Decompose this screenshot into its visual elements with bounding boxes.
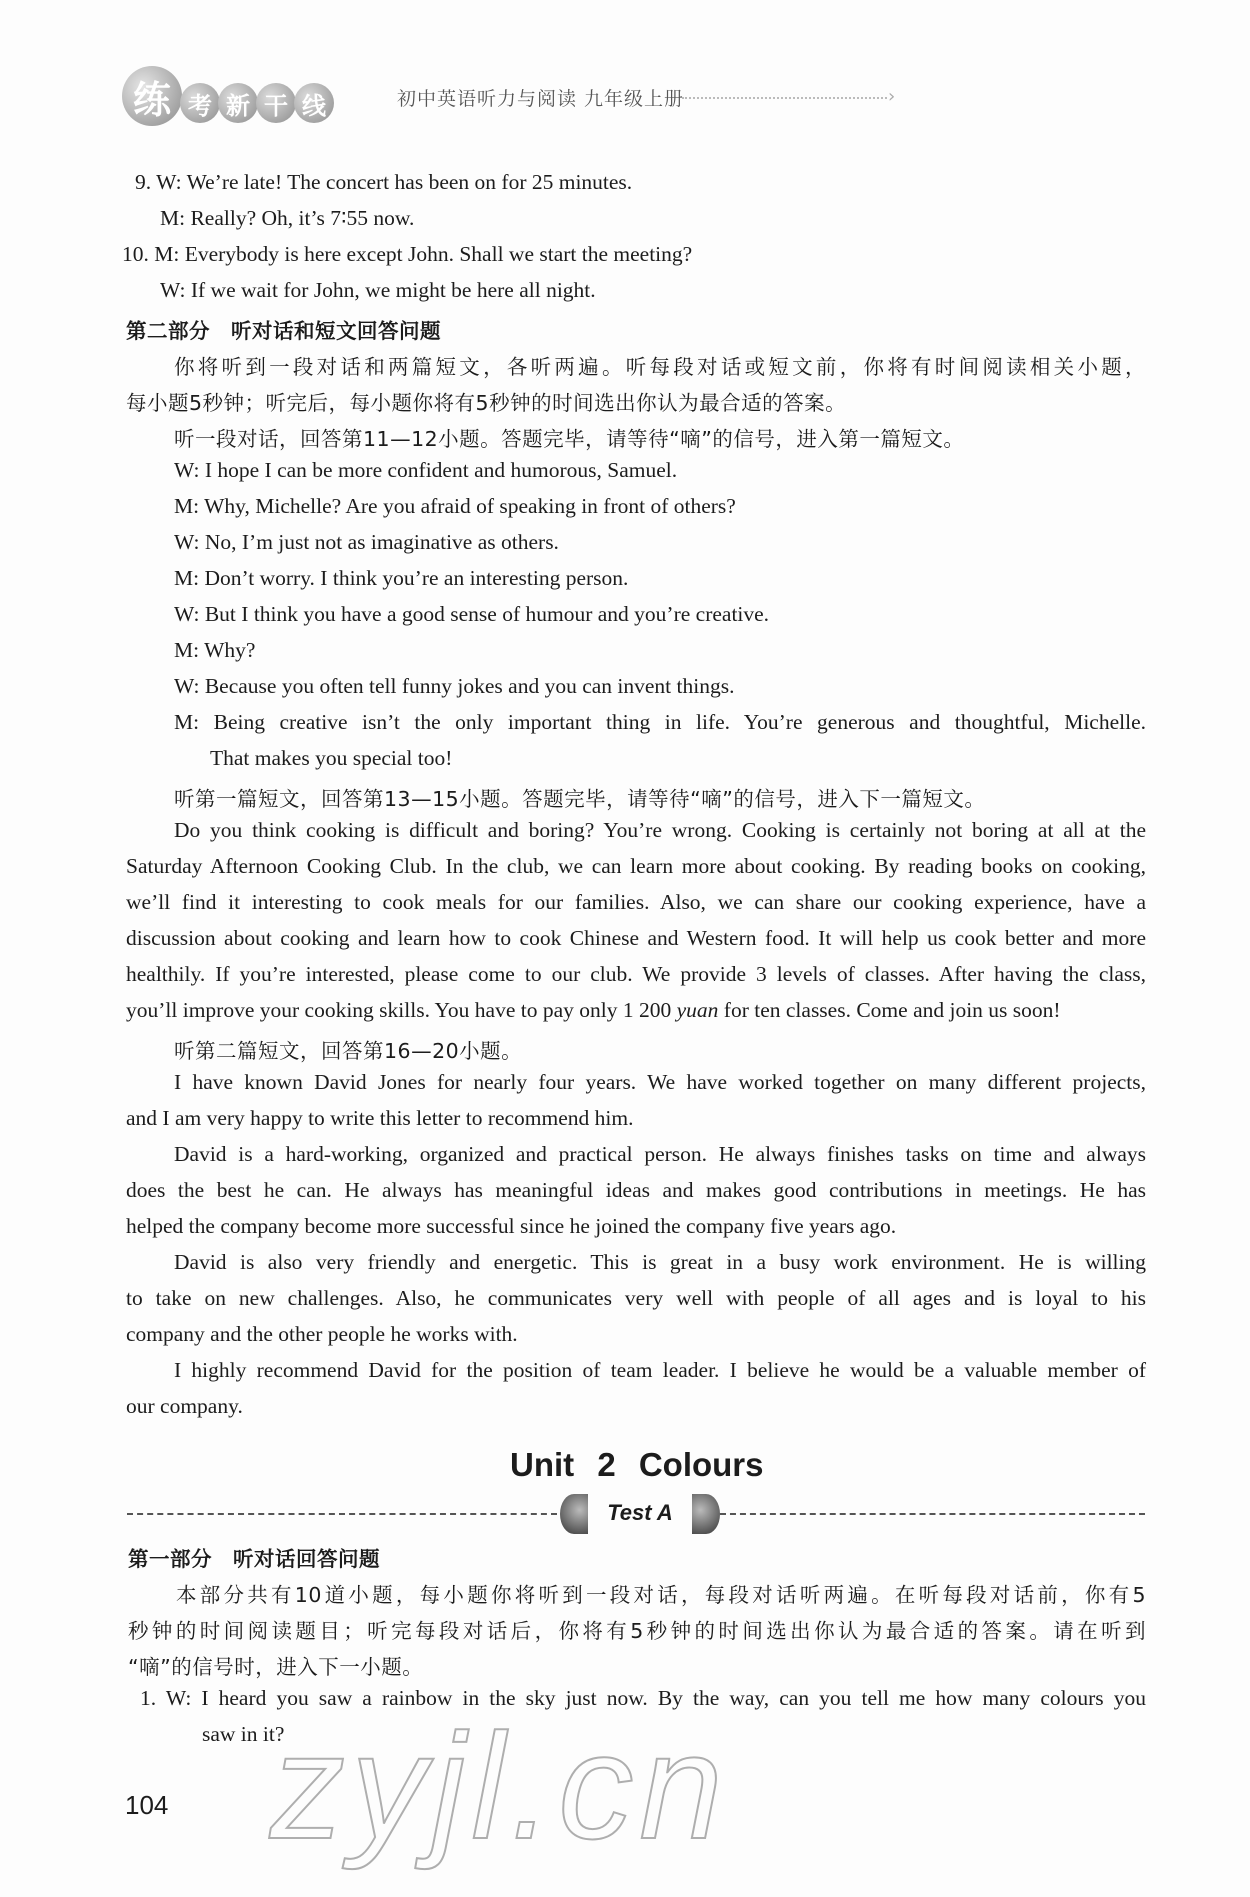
passage1-line: Saturday Afternoon Cooking Club. In the club, we can learn more about cooking. By reading books on cooking, — [126, 854, 1146, 878]
part1-instructions-end: “嘀”的信号时，进入下一小题。 — [128, 1655, 424, 1679]
passage2-line: our company. — [126, 1394, 243, 1418]
passage2-line: David is also very friendly and energetic. This is great in a busy work environment. He is willing — [174, 1250, 1146, 1274]
section-heading-part2: 第二部分 听对话和短文回答问题 — [126, 319, 441, 343]
dialog-line: M: Don’t worry. I think you’re an interesting person. — [174, 566, 629, 590]
logo-char-1: 练 — [122, 66, 182, 126]
passage2-line: to take on new challenges. Also, he communicates very well with people of all ages and is loyal to his — [126, 1286, 1146, 1310]
item-10-m: 10. M: Everybody is here except John. Shall we start the meeting? — [122, 242, 693, 266]
page-number: 104 — [125, 1790, 169, 1820]
dialog-line: M: Why? — [174, 638, 256, 662]
dialog-line: W: I hope I can be more confident and humorous, Samuel. — [174, 458, 678, 482]
test-badge — [560, 1494, 720, 1534]
unit-title: Unit 2 Colours — [510, 1446, 764, 1483]
item-10-w: W: If we wait for John, we might be here all night. — [160, 278, 596, 302]
dialog-line: M: Being creative isn’t the only important thing in life. You’re generous and thoughtful, Michelle. — [174, 710, 1146, 734]
dialog-line: W: Because you often tell funny jokes and you can invent things. — [174, 674, 735, 698]
dialog-line: M: Why, Michelle? Are you afraid of speaking in front of others? — [174, 494, 736, 518]
item-9-w: 9. W: We’re late! The concert has been on for 25 minutes. — [135, 170, 633, 194]
passage1-text: for ten classes. Come and join us soon! — [718, 998, 1061, 1022]
passage1-currency: yuan — [676, 998, 719, 1022]
item-1-w: 1. W: I heard you saw a rainbow in the sky just now. By the way, can you tell me how many colours you — [140, 1686, 1146, 1710]
passage1-line: Do you think cooking is difficult and boring? You’re wrong. Cooking is certainly not boring at all at the — [174, 818, 1146, 842]
divider-right — [720, 1513, 1145, 1515]
badge-cap-right — [692, 1494, 720, 1534]
book-title: 初中英语听力与阅读 九年级上册 — [397, 88, 685, 110]
passage1-line: we’ll find it interesting to cook meals for our families. Also, we can share our cooking experience, have a — [126, 890, 1146, 914]
logo-char-4: 干 — [256, 83, 296, 123]
logo-char-3: 新 — [218, 83, 258, 123]
passage2-line: I highly recommend David for the position of team leader. I believe he would be a valuable member of — [174, 1358, 1146, 1382]
dialog-line: W: No, I’m just not as imaginative as others. — [174, 530, 559, 554]
dialog-line: That makes you special too! — [210, 746, 453, 770]
item-1-w-cont: saw in it? — [202, 1722, 285, 1746]
badge-cap-left — [560, 1494, 588, 1534]
passage2-line: company and the other people he works with. — [126, 1322, 518, 1346]
arrow-icon: › — [888, 86, 896, 107]
passage1-line: healthily. If you’re interested, please come to our club. We provide 3 levels of classes. After having the class, — [126, 962, 1146, 986]
passage2-line: helped the company become more successful since he joined the company five years ago. — [126, 1214, 897, 1238]
passage2-line: does the best he can. He always has meaningful ideas and makes good contributions in meetings. He has — [126, 1178, 1146, 1202]
passage2-line: I have known David Jones for nearly four years. We have worked together on many different projects, — [174, 1070, 1146, 1094]
watermark: zyjl.cn — [270, 1702, 729, 1870]
header-divider — [682, 97, 887, 99]
passage1-instructions: 听第一篇短文，回答第13—15小题。答题完毕，请等待“嘀”的信号，进入下一篇短文。 — [174, 787, 986, 811]
logo-char-5: 线 — [294, 83, 334, 123]
passage2-instructions: 听第二篇短文，回答第16—20小题。 — [174, 1039, 523, 1063]
passage2-line: David is a hard-working, organized and practical person. He always finishes tasks on time and always — [174, 1142, 1146, 1166]
part1-instructions-cont: 秒钟的时间阅读题目；听完每段对话后，你将有5秒钟的时间选出你认为最合适的答案。请在听到 — [128, 1619, 1146, 1643]
part2-instructions: 你将听到一段对话和两篇短文，各听两遍。听每段对话或短文前，你将有时间阅读相关小题， — [174, 355, 1146, 379]
page-header — [122, 62, 896, 130]
divider-left — [127, 1513, 557, 1515]
series-logo — [122, 62, 334, 130]
dialog-instructions: 听一段对话，回答第11—12小题。答题完毕，请等待“嘀”的信号，进入第一篇短文。 — [174, 427, 965, 451]
dialog-line: W: But I think you have a good sense of humour and you’re creative. — [174, 602, 770, 626]
part1-instructions: 本部分共有10道小题，每小题你将听到一段对话，每段对话听两遍。在听每段对话前，你有5 — [176, 1583, 1146, 1607]
section-heading-part1: 第一部分 听对话回答问题 — [128, 1547, 380, 1571]
passage1-text: you’ll improve your cooking skills. You have to pay only 1 200 — [126, 998, 677, 1022]
passage2-line: and I am very happy to write this letter to recommend him. — [126, 1106, 634, 1130]
test-label: Test A — [607, 1500, 673, 1525]
part2-instructions-cont: 每小题5秒钟；听完后，每小题你将有5秒钟的时间选出你认为最合适的答案。 — [126, 391, 847, 415]
logo-char-2: 考 — [180, 83, 220, 123]
item-9-m: M: Really? Oh, it’s 7∶55 now. — [160, 206, 415, 230]
passage1-line — [126, 998, 1061, 1023]
passage1-line: discussion about cooking and learn how to cook Chinese and Western food. It will help us cook better and more — [126, 926, 1146, 950]
